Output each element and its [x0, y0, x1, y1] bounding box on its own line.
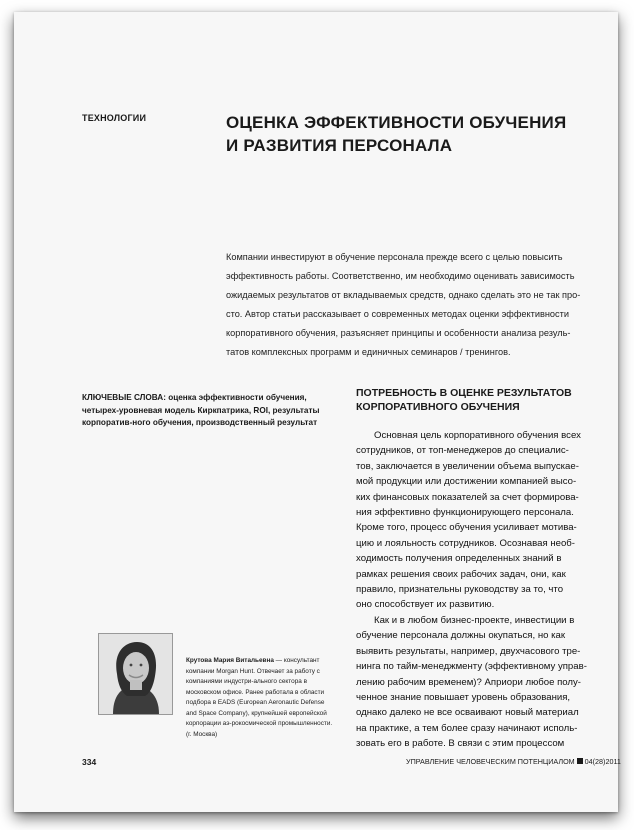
author-name: Крутова Мария Витальевна: [186, 657, 274, 664]
body-line: зовать его в работе. В связи с этим процессом: [356, 738, 565, 750]
body-line: выявить результаты, например, двухчасового тре-: [356, 645, 581, 657]
body-line: цию и лояльность сотрудников. Осознавая необ-: [356, 537, 575, 549]
body-line: ких финансовых показателей за счет формирова-: [356, 491, 579, 503]
lead-line: эффективность работы. Соответственно, им необходимо оценивать зависимость: [226, 271, 575, 281]
lead-line: ожидаемых результатов от вкладываемых средств, однако сделать это не так про-: [226, 290, 581, 300]
body-line: лению рабочим временем)? Априори любое полу-: [356, 676, 582, 688]
body-line: правило, признательны руководству за то, что: [356, 584, 564, 596]
section-heading-line: КОРПОРАТИВНОГО ОБУЧЕНИЯ: [356, 401, 520, 413]
article-body: [356, 428, 596, 752]
author-description: — консультант компании Morgan Hunt. Отвечает за работу с компаниями индустри-ального сектора в московском офисе. Ранее работала в области подбора в EADS (European Aeronautic Defense and Space Company), крупнейшей европейской корпорации аэ-рокосмической промышленности. (г. Москва): [186, 657, 333, 738]
article-title-line: ОЦЕНКА ЭФФЕКТИВНОСТИ ОБУЧЕНИЯ: [226, 113, 567, 132]
footer: [406, 757, 621, 766]
body-line: обучение персонала должны окупаться, но как: [356, 630, 566, 642]
body-line: Основная цель корпоративного обучения всех: [374, 430, 581, 441]
body-line: Как и в любом бизнес-проекте, инвестиции в: [374, 614, 575, 626]
body-line: ния эффективно функционирующего персонала.: [356, 507, 574, 519]
article-title: [226, 111, 586, 157]
author-photo: [98, 633, 173, 715]
author-bio: [186, 656, 336, 740]
section-heading: [356, 386, 596, 414]
body-line: рамках решения своих рабочих задач, они, как: [356, 568, 566, 580]
footer-journal: УПРАВЛЕНИЕ ЧЕЛОВЕЧЕСКИМ ПОТЕНЦИАЛОМ: [406, 757, 575, 766]
body-line: оно способствует их развитию.: [356, 599, 495, 611]
lead-line: татов комплексных программ и единичных семинаров / тренингов.: [226, 347, 511, 357]
lead-line: сто. Автор статьи рассказывает о современных методах оценки эффективности: [226, 309, 569, 319]
lead-line: Компании инвестируют в обучение персонала прежде всего с целью повысить: [226, 252, 563, 262]
article-lead: [226, 248, 604, 362]
lead-line: корпоративного обучения, разъясняет принципы и особенности анализа резуль-: [226, 328, 571, 338]
page-number: 334: [82, 757, 97, 767]
article-title-line: И РАЗВИТИЯ ПЕРСОНАЛА: [226, 136, 453, 155]
body-line: на практике, а тем более сразу начинают исполь-: [356, 722, 578, 734]
body-line: ходимость получения определенных знаний в: [356, 553, 562, 565]
body-line: ченное знание повышает уровень образования,: [356, 691, 571, 703]
body-line: сотрудников, от топ-менеджеров до специалис-: [356, 445, 569, 457]
footer-issue: 04(28)2011: [584, 757, 621, 766]
body-line: мой продукции или достижении компанией высо-: [356, 476, 577, 488]
author-portrait-image: [99, 634, 172, 714]
section-rubric: ТЕХНОЛОГИИ: [82, 113, 147, 123]
body-line: однако далеко не все осваивают новый материал: [356, 707, 579, 719]
section-heading-line: ПОТРЕБНОСТЬ В ОЦЕНКЕ РЕЗУЛЬТАТОВ: [356, 387, 572, 399]
body-line: нинга по тайм-менеджменту (эффективному управ-: [356, 661, 587, 673]
magazine-page: [14, 12, 621, 812]
square-icon: [577, 758, 583, 764]
body-line: тов, заключается в увеличении объема выпускае-: [356, 460, 579, 472]
keywords: КЛЮЧЕВЫЕ СЛОВА: оценка эффективности обучения, четырех-уровневая модель Киркпатрика, ROI, результаты корпоратив-ного обучения, производственный результат: [82, 393, 320, 427]
body-line: Кроме того, процесс обучения усиливает мотива-: [356, 522, 577, 534]
